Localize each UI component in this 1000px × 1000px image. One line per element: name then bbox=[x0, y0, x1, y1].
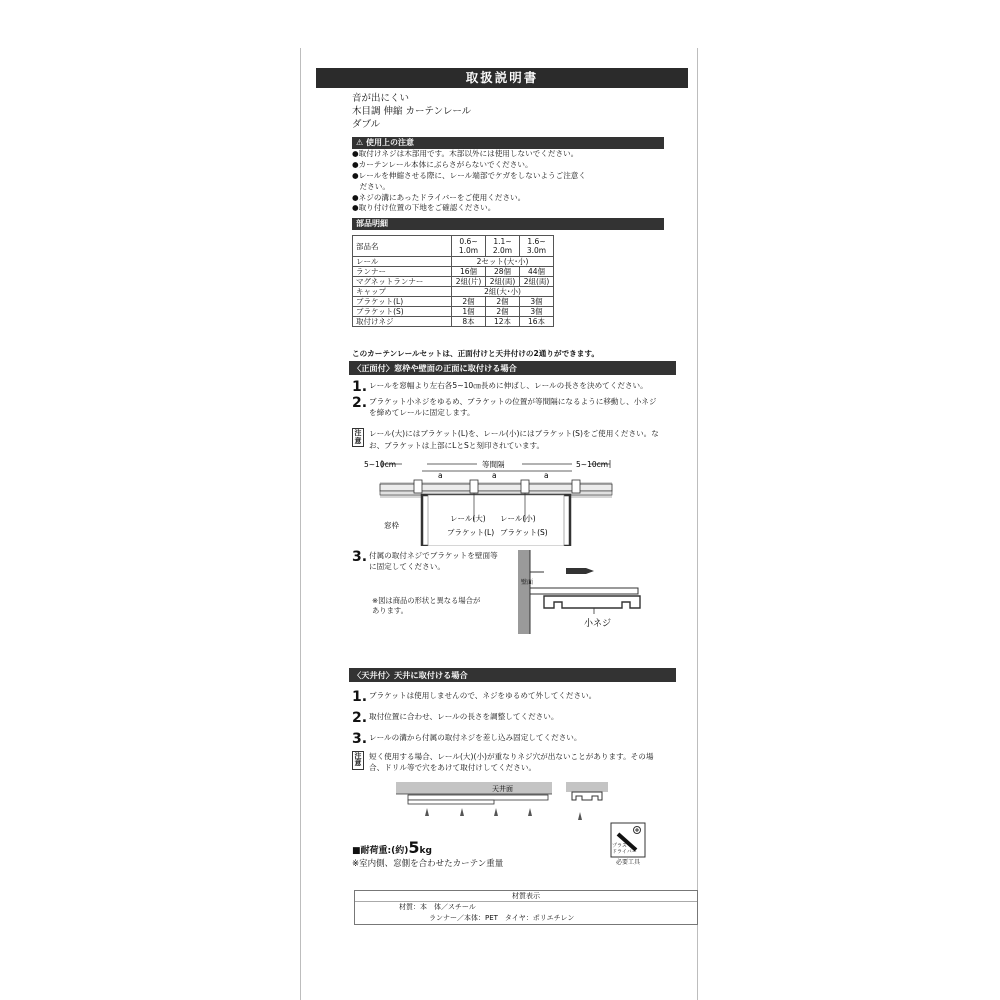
load-and-tool-area bbox=[352, 838, 664, 882]
table-row bbox=[353, 257, 554, 267]
part-count: 2個 bbox=[486, 307, 520, 317]
product-line-3: ダブル bbox=[352, 118, 381, 130]
part-name: キャップ bbox=[353, 287, 452, 297]
window-frame-label: 窓枠 bbox=[384, 520, 399, 530]
product-line-1: 音が出にくい bbox=[352, 93, 410, 104]
tool-caption: 必要工具 bbox=[615, 859, 640, 867]
screw-icon bbox=[425, 808, 429, 816]
part-count: 3個 bbox=[520, 307, 554, 317]
part-name: レール bbox=[353, 257, 452, 267]
step-text: レールを窓幅より左右各5~10㎝長めに伸ばし、レールの長さを決めてください。 bbox=[369, 380, 648, 390]
table-row bbox=[353, 307, 554, 317]
screw-icon bbox=[528, 808, 532, 816]
left-dim-label: 5~10cm bbox=[364, 459, 397, 469]
part-name: ブラケット(S) bbox=[353, 307, 452, 317]
note-text: レール(大)にはブラケット(L)を、レール(小)にはブラケット(S)をご使用ください。なお、ブラケットは上部にLとSと刻印されています。 bbox=[369, 428, 659, 450]
screw-icon bbox=[460, 808, 464, 816]
caution-heading bbox=[352, 137, 664, 149]
wall-mount-diagram bbox=[514, 550, 664, 636]
front-step-1 bbox=[352, 378, 664, 395]
part-name: ブラケット(L) bbox=[353, 297, 452, 307]
bracket bbox=[572, 480, 580, 493]
table-row bbox=[353, 317, 554, 327]
table-row bbox=[353, 267, 554, 277]
screw-icon bbox=[566, 568, 594, 574]
part-count: 16個 bbox=[452, 267, 486, 277]
part-name: 取付けネジ bbox=[353, 317, 452, 327]
load-label: ■耐荷重:(約) bbox=[352, 846, 409, 857]
rail-bottom bbox=[408, 800, 494, 804]
ceiling-step-1 bbox=[352, 688, 664, 705]
ceiling-section bbox=[396, 782, 552, 794]
warning-icon: ⚠ bbox=[356, 138, 364, 148]
front-step-2 bbox=[352, 396, 664, 418]
spacing-a: a bbox=[544, 470, 549, 480]
ceiling-section-side bbox=[566, 782, 608, 792]
spacing-a: a bbox=[492, 470, 497, 480]
part-count: 3個 bbox=[520, 297, 554, 307]
left-edge-line bbox=[300, 48, 301, 1000]
front-note bbox=[352, 428, 664, 452]
caution-item: ●ネジの溝にあったドライバーをご使用ください。 bbox=[352, 192, 526, 202]
step-text: 取付位置に合わせ、レールの長さを調整してください。 bbox=[369, 711, 559, 721]
step-number: 2. bbox=[352, 394, 368, 411]
front-mount-heading: 〈正面付〉窓枠や壁面の正面に取付ける場合 bbox=[349, 361, 676, 375]
step-number: 3. bbox=[352, 730, 368, 747]
caution-item: ●取付けネジは木部用です。木部以外には使用しないでください。 bbox=[352, 149, 579, 159]
spacing-a: a bbox=[438, 470, 443, 480]
instruction-sheet bbox=[352, 68, 664, 925]
shape-disclaimer: ※図は商品の形状と異なる場合があります。 bbox=[372, 595, 481, 616]
material-line-2: ランナー／本体：PET タイヤ：ポリエチレン bbox=[429, 914, 575, 923]
size-col: 0.6~ 1.0m bbox=[452, 236, 486, 257]
part-count: 28個 bbox=[486, 267, 520, 277]
rail-small-label: レール(小) bbox=[500, 513, 536, 523]
table-row bbox=[353, 287, 554, 297]
front-mount-diagram bbox=[362, 454, 632, 546]
product-line-2: 木目調 伸縮 カーテンレール bbox=[352, 105, 472, 117]
note-mark: 注 意 bbox=[352, 751, 364, 770]
parts-table bbox=[352, 235, 554, 327]
front-step-3 bbox=[352, 550, 499, 572]
step-text: ブラケット小ネジをゆるめ、ブラケットの位置が等間隔になるように移動し、小ネジを締めてレールに固定します。 bbox=[369, 396, 657, 417]
document-title: 取扱説明書 bbox=[316, 68, 688, 88]
note-text: 短く使用する場合、レール(大)(小)が重なりネジ穴が出ないことがあります。その場合、ドリル等で穴をあけて取付けしてください。 bbox=[369, 751, 654, 773]
load-unit: kg bbox=[419, 846, 432, 857]
step-number: 2. bbox=[352, 709, 368, 726]
bracket bbox=[521, 480, 529, 493]
load-value: 5 bbox=[408, 838, 420, 858]
caution-item: ●取り付け位置の下地をご確認ください。 bbox=[352, 203, 496, 213]
part-count: 1個 bbox=[452, 307, 486, 317]
step-text: レールの溝から付属の取付ネジを差し込み固定してください。 bbox=[369, 732, 582, 742]
part-count: 2組(片) bbox=[452, 277, 486, 287]
part-count: 8本 bbox=[452, 317, 486, 327]
step-number: 3. bbox=[352, 548, 368, 565]
material-line-1: 材質：本 体／スチール bbox=[399, 903, 476, 912]
part-count: 12本 bbox=[486, 317, 520, 327]
bracket-l-label: ブラケット(L) bbox=[447, 527, 495, 537]
front-step-3-area bbox=[352, 550, 664, 638]
size-col: 1.6~ 3.0m bbox=[520, 236, 554, 257]
mounting-intro: このカーテンレールセットは、正面付けと天井付けの2通りができます。 bbox=[352, 349, 599, 359]
part-count: 2組(両) bbox=[520, 277, 554, 287]
rail-top bbox=[408, 795, 548, 800]
part-count: 44個 bbox=[520, 267, 554, 277]
right-dim-label: 5~10cm bbox=[576, 459, 609, 469]
window-opening bbox=[428, 495, 564, 546]
step-number: 1. bbox=[352, 378, 368, 395]
size-col: 1.1~ 2.0m bbox=[486, 236, 520, 257]
wall-label: 壁面 bbox=[521, 578, 534, 586]
caution-list bbox=[352, 149, 664, 214]
small-screw-label: 小ネジ bbox=[584, 618, 612, 629]
material-box bbox=[354, 890, 698, 925]
part-count: 2個 bbox=[486, 297, 520, 307]
wall-section bbox=[518, 550, 530, 634]
screw-icon bbox=[494, 808, 498, 816]
caution-heading-text: 使用上の注意 bbox=[365, 138, 414, 148]
part-count: 2組(大･小) bbox=[452, 287, 554, 297]
part-name: ランナー bbox=[353, 267, 452, 277]
screw-icon bbox=[578, 812, 582, 820]
rail-large-label: レール(大) bbox=[450, 513, 486, 523]
part-count: 2組(両) bbox=[486, 277, 520, 287]
table-row bbox=[353, 297, 554, 307]
ceiling-step-2 bbox=[352, 709, 664, 726]
bracket-side bbox=[530, 588, 638, 594]
load-note: ※室内側、窓側を合わせたカーテン重量 bbox=[352, 858, 504, 869]
product-name bbox=[352, 93, 664, 131]
ceiling-mount-heading: 〈天井付〉天井に取付ける場合 bbox=[349, 668, 676, 682]
required-tool bbox=[606, 822, 650, 867]
part-name: マグネットランナー bbox=[353, 277, 452, 287]
caution-item: ●カーテンレール本体にぶらさがらないでください。 bbox=[352, 160, 533, 170]
step-number: 1. bbox=[352, 688, 368, 705]
step-text: 付属の取付ネジでブラケットを壁面等に固定してください。 bbox=[369, 550, 498, 571]
parts-col-header: 部品名 bbox=[353, 236, 452, 257]
caution-item: ●レールを伸縮させる際に、レール端部でケガをしないようご注意く bbox=[352, 171, 586, 180]
table-row bbox=[353, 236, 554, 257]
rail-profile bbox=[544, 596, 640, 608]
part-count: 2セット(大･小) bbox=[452, 257, 554, 267]
center-spacing-label: 等間隔 bbox=[482, 459, 505, 469]
table-row bbox=[353, 277, 554, 287]
caution-item: ださい。 bbox=[352, 181, 390, 191]
tool-label: プラス ドライバー bbox=[612, 843, 637, 855]
bracket-s-label: ブラケット(S) bbox=[500, 527, 548, 537]
right-edge-line bbox=[697, 48, 698, 1000]
rail-profile-side bbox=[572, 792, 602, 800]
bracket bbox=[470, 480, 478, 493]
note-mark: 注 意 bbox=[352, 428, 364, 447]
ceiling-label: 天井面 bbox=[492, 785, 513, 794]
ceiling-note bbox=[352, 751, 664, 775]
part-count: 16本 bbox=[520, 317, 554, 327]
parts-heading: 部品明細 bbox=[352, 218, 664, 230]
step-text: ブラケットは使用しませんので、ネジをゆるめて外してください。 bbox=[369, 690, 597, 700]
part-count: 2個 bbox=[452, 297, 486, 307]
material-heading: 材質表示 bbox=[355, 891, 697, 902]
ceiling-step-3 bbox=[352, 730, 664, 747]
bracket bbox=[414, 480, 422, 493]
